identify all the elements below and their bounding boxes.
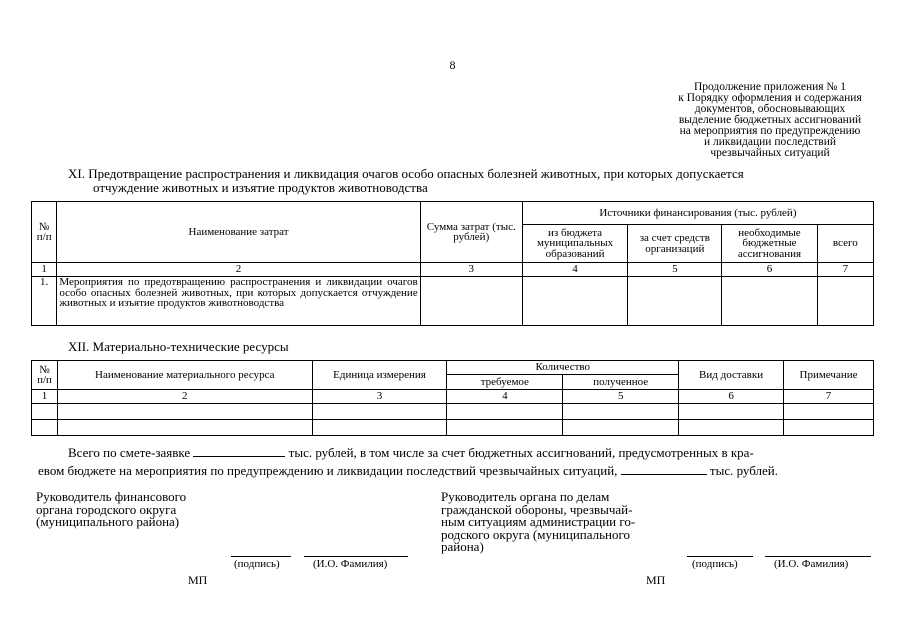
title-line: (муниципального района)	[36, 514, 180, 529]
index-cell: 2	[57, 263, 420, 277]
col-need-header: необходимые бюджетные ассигнования	[722, 225, 817, 263]
seal-placeholder: МП	[646, 573, 666, 587]
signature-caption: (подпись)	[692, 558, 738, 570]
title-line: гражданской обороны, чрезвычай-	[441, 501, 633, 517]
section-11-title-cont: отчуждение животных и изъятие продуктов животноводства	[93, 180, 428, 195]
title-line: органа городского округа	[36, 501, 177, 517]
signature-caption: (подпись)	[234, 558, 280, 570]
col-note-header: Примечание	[784, 361, 874, 390]
index-cell: 6	[679, 390, 784, 404]
title-line: Руководитель органа по делам	[441, 489, 610, 504]
col-total-header: всего	[817, 225, 873, 263]
appendix-line: документов, обосновывающих	[694, 103, 846, 115]
section-12-title: XII. Материально-технические ресурсы	[68, 339, 289, 354]
name-caption: (И.О. Фамилия)	[313, 558, 388, 570]
index-cell: 2	[57, 390, 312, 404]
costs-table	[31, 201, 874, 326]
seal-placeholder: МП	[188, 573, 208, 587]
index-cell: 6	[722, 263, 817, 277]
name-line	[765, 556, 871, 557]
index-cell: 1	[32, 263, 57, 277]
page-number: 8	[449, 58, 456, 72]
col-name-header: Наименование затрат	[57, 202, 420, 263]
signature-line	[231, 556, 291, 557]
appendix-note	[630, 82, 905, 159]
col-name-header: Наименование материального ресурса	[57, 361, 312, 390]
table-row	[32, 277, 874, 326]
name-caption: (И.О. Фамилия)	[774, 558, 849, 570]
index-cell: 4	[522, 263, 627, 277]
totals-label: Всего по смете-заявке	[68, 445, 191, 460]
resources-table	[31, 360, 874, 436]
appendix-line: Продолжение приложения № 1	[693, 81, 847, 93]
empty-cell	[722, 277, 817, 326]
total-amount-blank	[193, 444, 285, 457]
index-cell: 3	[312, 390, 447, 404]
emergency-head-title	[441, 491, 635, 554]
col-received-header: полученное	[563, 375, 679, 390]
title-line: ным ситуациям администрации го-	[441, 514, 636, 529]
col-sources-header: Источники финансирования (тыс. рублей)	[522, 202, 873, 225]
budget-amount-blank	[621, 462, 707, 475]
empty-cell	[522, 277, 627, 326]
totals-line-1	[68, 444, 754, 461]
col-delivery-header: Вид доставки	[679, 361, 784, 390]
index-cell: 4	[447, 390, 563, 404]
table-row	[32, 420, 874, 436]
signature-line	[687, 556, 753, 557]
col-sum-header: Сумма затрат (тыс. рублей)	[420, 202, 522, 263]
appendix-line: и ликвидации последствий	[703, 136, 837, 148]
index-cell: 7	[817, 263, 873, 277]
row-number: 1.	[32, 277, 57, 326]
col-required-header: требуемое	[447, 375, 563, 390]
section-11-title: XI. Предотвращение распространения и ликвидация очагов особо опасных болезней животных, при которых допускается	[68, 166, 744, 181]
index-cell: 5	[628, 263, 722, 277]
col-unit-header: Единица измерения	[312, 361, 447, 390]
col-num-header: № п/п	[32, 202, 57, 263]
index-cell: 5	[563, 390, 679, 404]
col-qty-header: Количество	[447, 361, 679, 375]
appendix-line: чрезвычайных ситуаций	[710, 147, 830, 159]
index-cell: 3	[420, 263, 522, 277]
empty-cell	[628, 277, 722, 326]
empty-cell	[817, 277, 873, 326]
title-line: района)	[441, 539, 484, 554]
title-line: родского округа (муниципального	[441, 526, 631, 542]
totals-text: евом бюджете на мероприятия по предупреждению и ликвидации последствий чрезвычайных ситуаций,	[38, 463, 618, 478]
totals-line-2	[38, 462, 778, 479]
col-org-header: за счет средств организаций	[628, 225, 722, 263]
totals-unit: тыс. рублей.	[709, 463, 779, 478]
appendix-line: выделение бюджетных ассигнований	[678, 114, 862, 126]
index-cell: 7	[784, 390, 874, 404]
appendix-line: к Порядку оформления и содержания	[678, 92, 862, 104]
col-num-header: № п/п	[32, 361, 58, 390]
row-description: Мероприятия по предотвращению распространения и ликвидации очагов особо опасных болезней животных, при которых допускается отчуждение животных и изъятие продуктов животноводства	[57, 277, 420, 326]
table-row	[32, 404, 874, 420]
name-line	[304, 556, 408, 557]
index-cell: 1	[32, 390, 58, 404]
finance-head-title	[36, 491, 186, 529]
appendix-line: на мероприятия по предупреждению	[679, 125, 861, 137]
totals-text: тыс. рублей, в том числе за счет бюджетных ассигнований, предусмотренных в кра-	[288, 445, 754, 460]
title-line: Руководитель финансового	[36, 489, 187, 504]
col-mun-header: из бюджета муниципальных образований	[522, 225, 627, 263]
empty-cell	[420, 277, 522, 326]
